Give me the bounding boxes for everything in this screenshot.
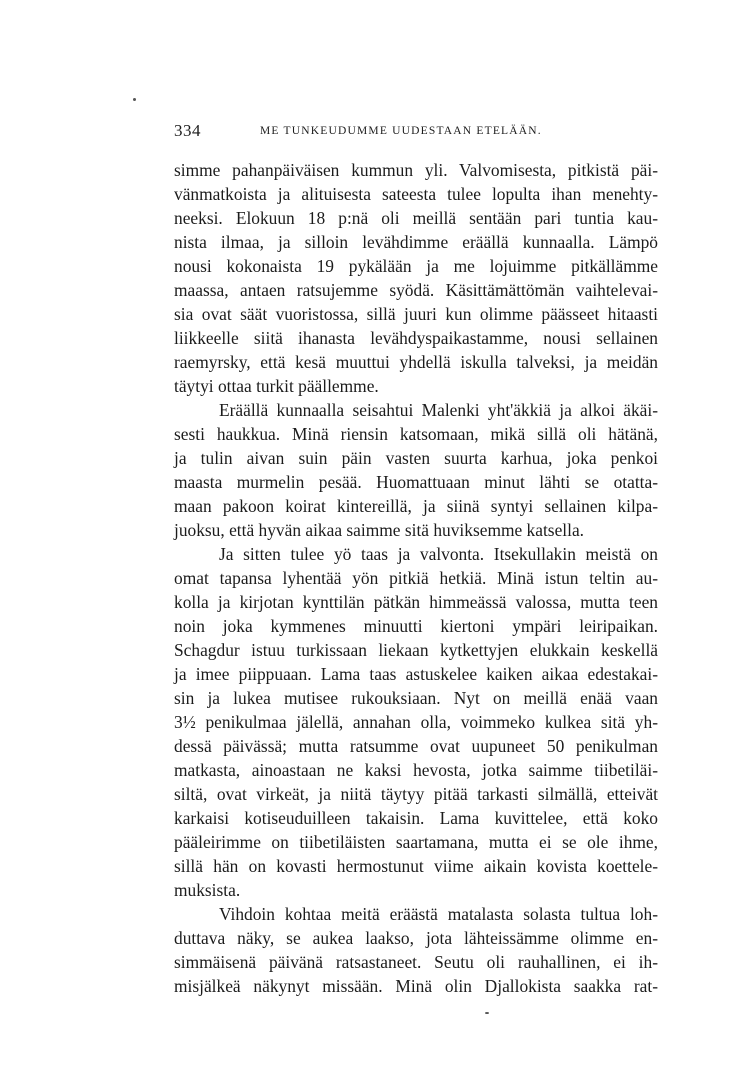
text-line: ja imee piippuaan. Lama taas astuskelee kaiken aikaa edestakai- bbox=[174, 664, 658, 684]
text-line: simmäisenä päivänä ratsastaneet. Seutu oli rauhallinen, ei ih- bbox=[174, 952, 658, 972]
text-line: sin ja lukea mutisee rukouksiaan. Nyt on meillä enää vaan bbox=[174, 688, 658, 708]
text-line: neeksi. Elokuun 18 p:nä oli meillä sentään pari tuntia kau- bbox=[174, 208, 658, 228]
text-line: täytyi ottaa turkit päällemme. bbox=[174, 376, 379, 396]
text-line: 3½ penikulmaa jälellä, annahan olla, voimmeko kulkea sitä yh- bbox=[174, 712, 658, 732]
text-line: simme pahanpäiväisen kummun yli. Valvomisesta, pitkistä päi- bbox=[174, 160, 658, 180]
text-line: raemyrsky, että kesä muuttui yhdellä iskulla talveksi, ja meidän bbox=[174, 352, 658, 372]
paragraph-start: Vihdoin kohtaa meitä eräästä matalasta solasta tultua loh- bbox=[219, 904, 658, 924]
text-line: muksista. bbox=[174, 880, 241, 900]
text-line: maan pakoon koirat kintereillä, ja siinä syntyi sellainen kilpa- bbox=[174, 496, 658, 516]
running-title: ME TUNKEUDUMME UUDESTAAN ETELÄÄN. bbox=[260, 125, 542, 137]
text-line: sesti haukkua. Minä riensin katsomaan, mikä sillä oli hätänä, bbox=[174, 424, 658, 444]
text-line: nista ilmaa, ja silloin levähdimme eräällä kunnaalla. Lämpö bbox=[174, 232, 658, 252]
text-line: Schagdur istuu turkissaan liekaan kytkettyjen elukkain keskellä bbox=[174, 640, 658, 660]
text-line: liikkeelle siitä ihanasta levähdyspaikastamme, nousi sellainen bbox=[174, 328, 658, 348]
text-line: noin joka kymmenes minuutti kiertoni ympäri leiripaikan. bbox=[174, 616, 658, 636]
page-header bbox=[174, 121, 660, 145]
text-line: nousi kokonaista 19 pykälään ja me lojuimme pitkällämme bbox=[174, 256, 658, 276]
paper-speck bbox=[133, 98, 136, 101]
text-line: omat tapansa lyhentää yön pitkiä hetkiä. Minä istun teltin au- bbox=[174, 568, 658, 588]
text-line: pääleirimme on tiibetiläisten saartamana, mutta ei se ole ihme, bbox=[174, 832, 658, 852]
text-line: sia ovat säät vuoristossa, sillä juuri kun olimme päässeet hitaasti bbox=[174, 304, 658, 324]
page-number: 334 bbox=[174, 121, 201, 140]
text-line: vänmatkoista ja alituisesta sateesta tulee lopulta ihan menehty- bbox=[174, 184, 658, 204]
paragraph-start: Ja sitten tulee yö taas ja valvonta. Itsekullakin meistä on bbox=[219, 544, 658, 564]
text-line: misjälkeä näkynyt missään. Minä olin Djallokista saakka rat- bbox=[174, 976, 658, 996]
paragraph-start: Eräällä kunnaalla seisahtui Malenki yht'äkkiä ja alkoi äkäi- bbox=[219, 400, 658, 420]
text-line: juoksu, että hyvän aikaa saimme sitä huviksemme katsella. bbox=[174, 520, 585, 540]
text-line: karkaisi kotiseuduilleen takaisin. Lama kuvittelee, että koko bbox=[174, 808, 658, 828]
text-line: ja tulin aivan suin päin vasten suurta karhua, joka penkoi bbox=[174, 448, 658, 468]
text-line: matkasta, ainoastaan ne kaksi hevosta, jotka saimme tiibetiläi- bbox=[174, 760, 658, 780]
text-line: maasta murmelin pesää. Huomattuaan minut lähti se otatta- bbox=[174, 472, 658, 492]
text-line: siltä, ovat virkeät, ja niitä täytyy pitää tarkasti silmällä, etteivät bbox=[174, 784, 658, 804]
text-line: dessä päivässä; mutta ratsumme ovat uupuneet 50 penikulman bbox=[174, 736, 658, 756]
text-line: duttava näky, se aukea laakso, jota lähteissämme olimme en- bbox=[174, 928, 658, 948]
text-line: sillä hän on kovasti hermostunut viime aikain kovista koettele- bbox=[174, 856, 658, 876]
text-line: maassa, antaen ratsujemme syödä. Käsittämättömän vaihtelevai- bbox=[174, 280, 658, 300]
text-line: kolla ja kirjotan kynttilän pätkän himmeässä valossa, mutta teen bbox=[174, 592, 658, 612]
paper-speck bbox=[485, 1012, 489, 1014]
